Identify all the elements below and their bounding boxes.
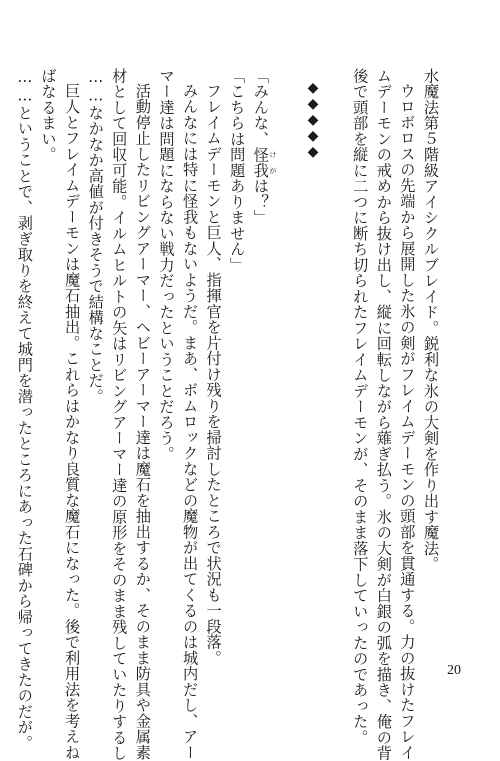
- ruby-annotation: 怪我 けが: [251, 146, 277, 179]
- text-line: マー達は問題にならない戦力だったということだろう。: [157, 68, 176, 462]
- text-line: みんなには特に怪我もないようだ。まあ、ボムロックなどの魔物が出てくるのは城内だし、アー: [181, 83, 200, 761]
- section-break-diamonds: ◆◆◆◆◆: [305, 80, 322, 160]
- text-line: ……ということで、剥ぎ取りを終えて城門を潜ったところにあった石碑から帰ってきたのだが。: [15, 68, 34, 751]
- ruby-reading: けが: [268, 146, 277, 179]
- text-line: ムデーモンの戒めから抜け出し、縦に回転しながら薙ぎ払う。氷の大剣が白銀の弧を描き、俺の背: [374, 68, 393, 761]
- page-number: 20: [447, 663, 461, 678]
- text-line: 水魔法第５階級アイシクルブレイド。鋭利な氷の大剣を作り出す魔法。: [422, 68, 440, 572]
- text-line: ばなるまい。: [39, 68, 58, 163]
- text-line: 巨人とフレイムデーモンは魔石抽出。これらはかなり良質な魔石になった。後で利用法を考えね: [63, 83, 82, 761]
- text-line: ウロボロスの先端から展開した氷の剣がフレイムデーモンの頭部を貫通する。力の抜けたフレイ: [398, 83, 417, 761]
- text-line: ……なかなか高値が付きそうで結構なことだ。: [86, 68, 105, 405]
- vertical-text-body: [12, 68, 442, 761]
- text-line: 活動停止したリビングアーマー、ヘビーアーマー達は魔石を抽出するか、そのまま防具や金属素: [133, 83, 152, 761]
- text-line: 「みんな、怪我 けがは？」: [251, 68, 277, 226]
- blank-line: [277, 68, 301, 628]
- text-line: 「こちらは問題ありません」: [228, 68, 247, 273]
- text-line: 材として回収可能。イルムヒルトの矢はリビングアーマー達の原形をそのまま残していたりするし: [110, 68, 129, 761]
- text-line: フレイムデーモンと巨人、指揮官を片付け残りを掃討したところで状況も一段落。: [204, 83, 223, 666]
- blank-line: [324, 68, 348, 628]
- text-line: 後で頭部を縦に二つに断ち切られたフレイムデーモンが、そのまま落下していったのであった。: [351, 68, 370, 746]
